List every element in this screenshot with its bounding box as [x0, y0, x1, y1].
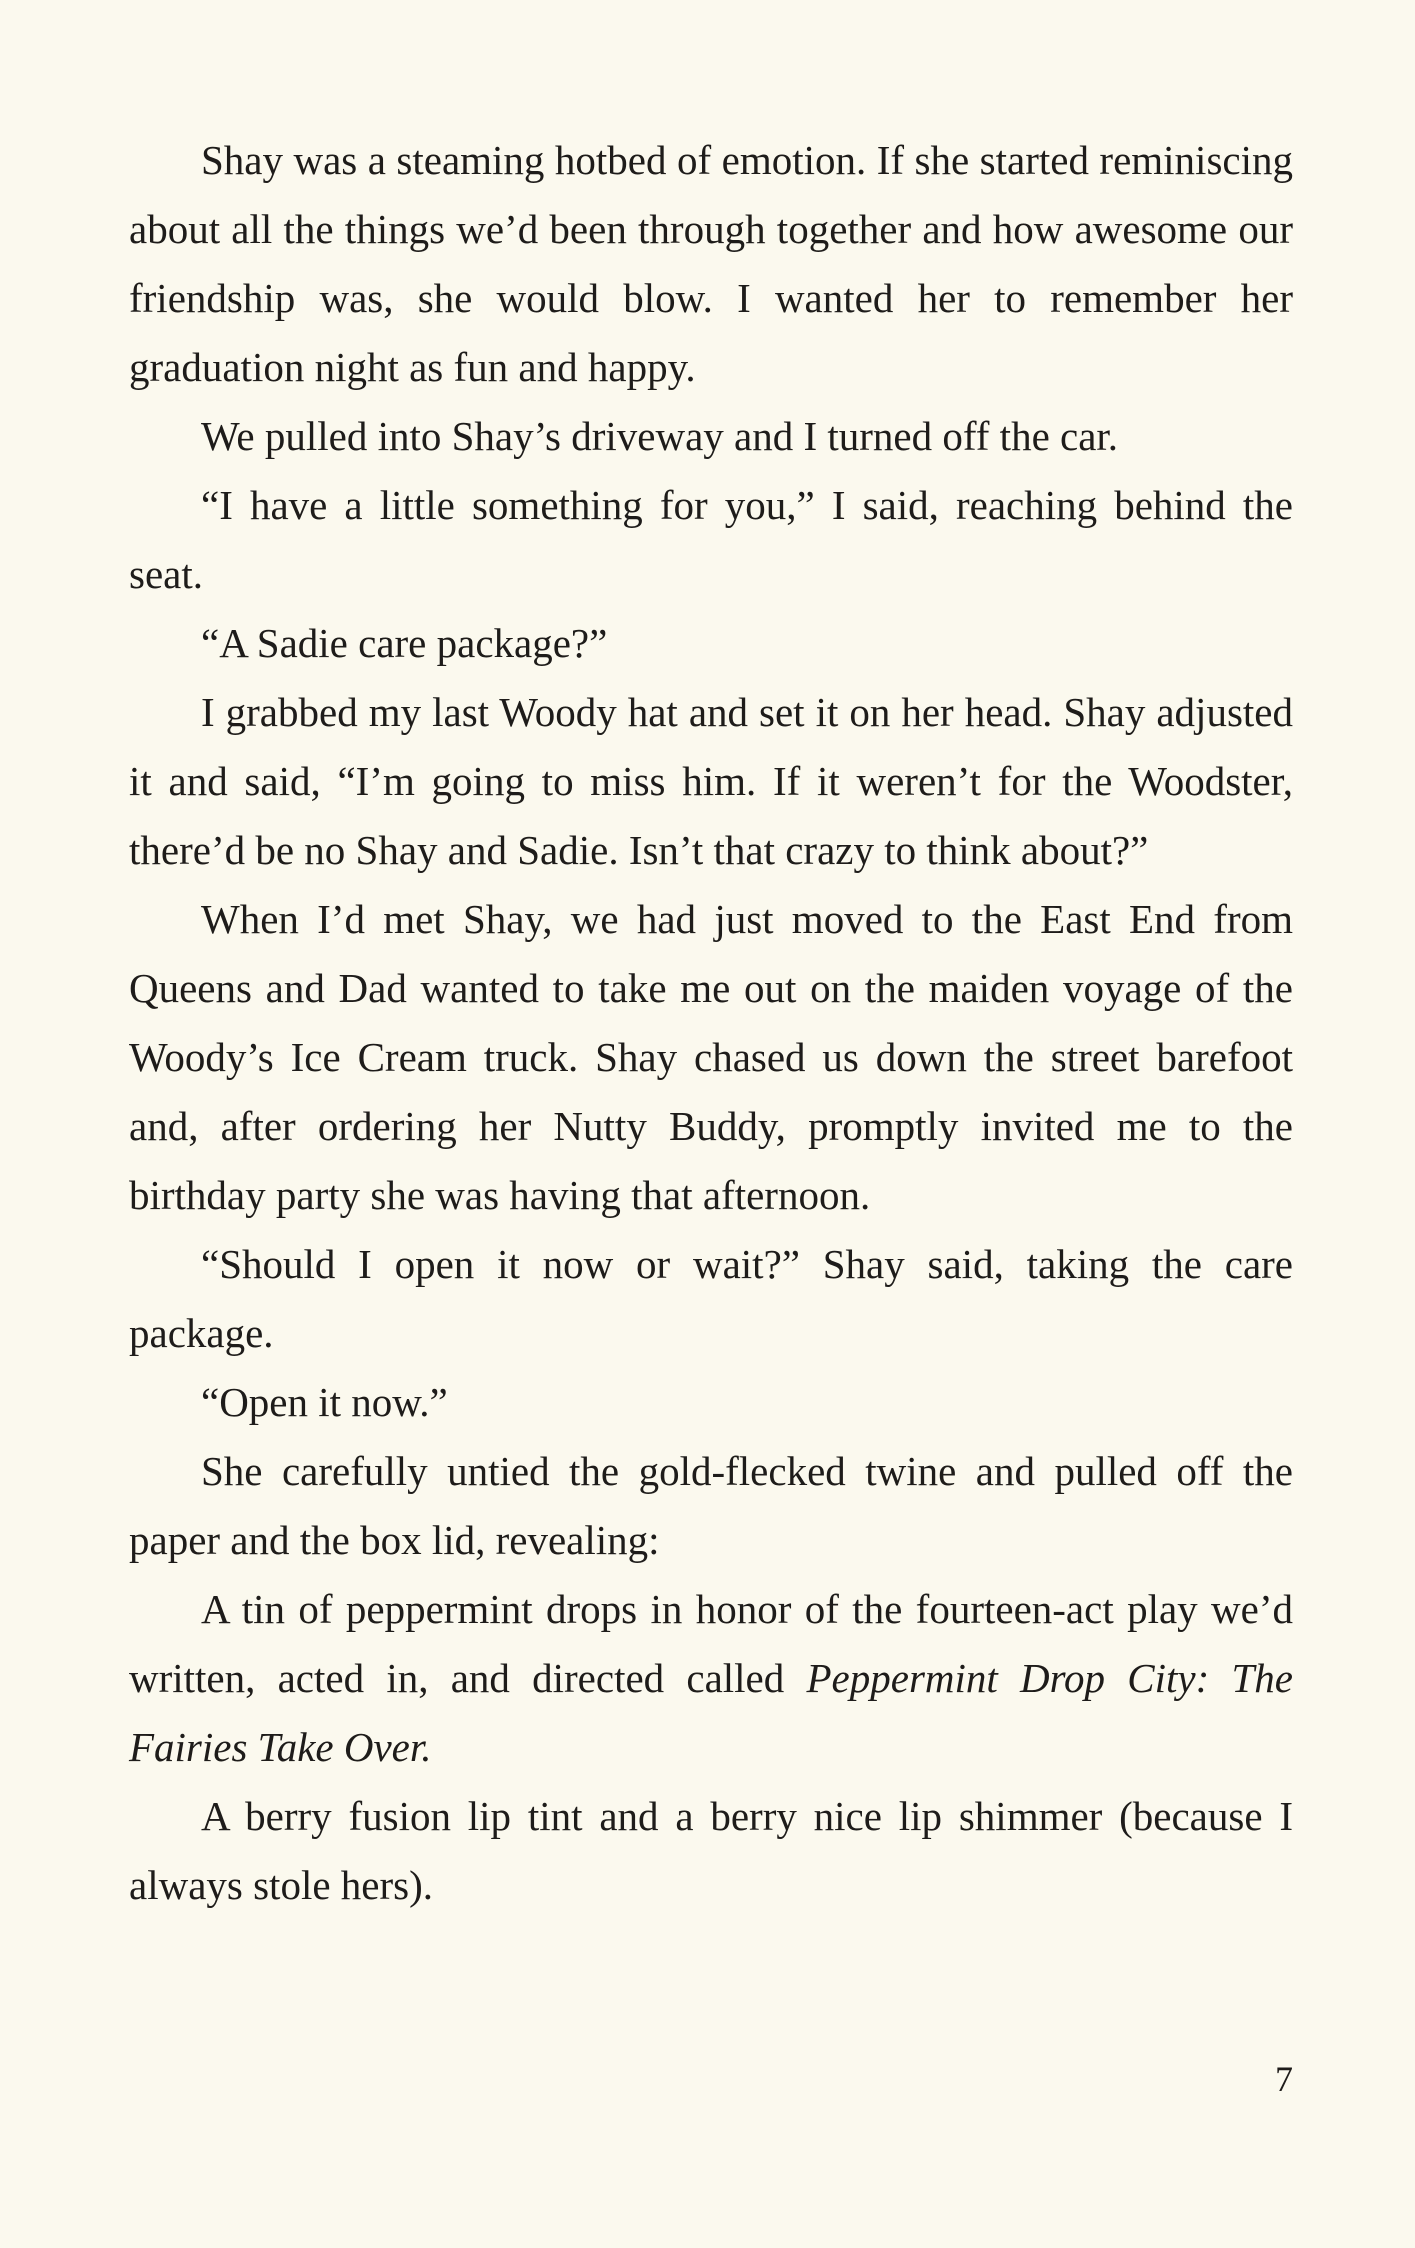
paragraph: “Should I open it now or wait?” Shay said, taking the care package.	[129, 1241, 1293, 1356]
paragraph: I grabbed my last Woody hat and set it on her head. Shay adjusted it and said, “I’m going to miss him. If it weren’t for the Woodster, there’d be no Shay and Sadie. Isn’t that crazy to think about?”	[129, 689, 1293, 873]
paragraph: When I’d met Shay, we had just moved to the East End from Queens and Dad wanted to take me out on the maiden voyage of the Woody’s Ice Cream truck. Shay chased us down the street barefoot and, after ordering her Nutty Buddy, promptly invited me to the birthday party she was having that afternoon.	[129, 896, 1293, 1218]
paragraph-text: A tin of peppermint drops in honor of the fourteen-act play we’d written, acted in, and directed called	[129, 1586, 1293, 1701]
paragraph: Shay was a steaming hotbed of emotion. If she started reminiscing about all the things we’d been through together and how awesome our friendship was, she would blow. I wanted her to remember her graduation night as fun and happy.	[129, 137, 1293, 390]
paragraph: She carefully untied the gold-flecked twine and pulled off the paper and the box lid, revealing:	[129, 1448, 1293, 1563]
paragraph-with-title	[129, 1575, 1293, 1782]
paragraph: A berry fusion lip tint and a berry nice lip shimmer (because I always stole hers).	[129, 1793, 1293, 1908]
page-number: 7	[1275, 2059, 1293, 2099]
paragraph: “A Sadie care package?”	[201, 620, 608, 666]
paragraph: “Open it now.”	[201, 1379, 448, 1425]
paragraph: “I have a little something for you,” I said, reaching behind the seat.	[129, 482, 1293, 597]
paragraph: We pulled into Shay’s driveway and I turned off the car.	[201, 413, 1119, 459]
body-text	[129, 126, 1293, 1920]
play-title: Peppermint Drop City: The Fairies Take Over.	[129, 1655, 1293, 1770]
